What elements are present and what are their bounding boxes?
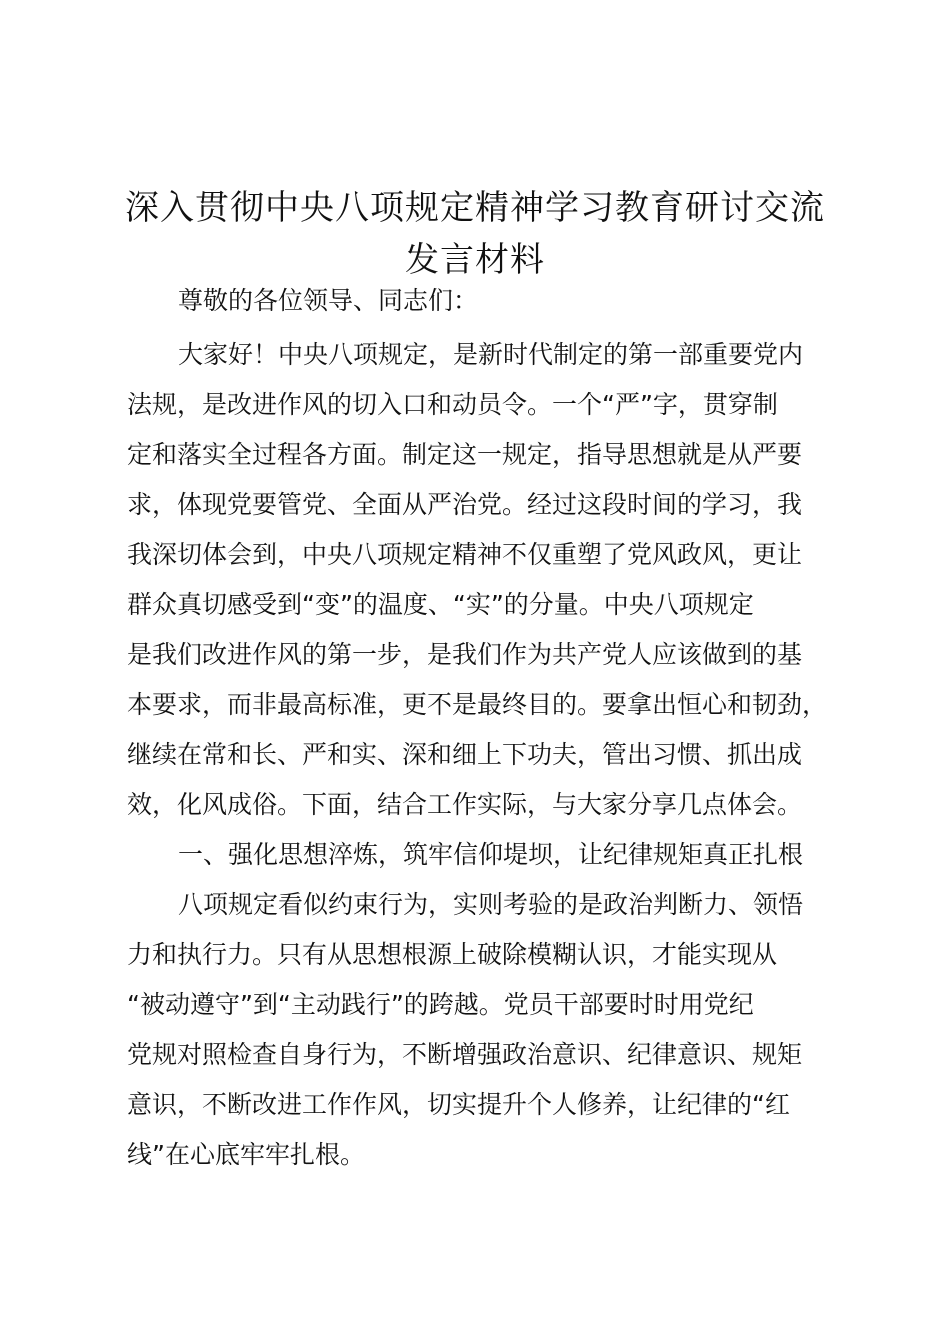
body-line: 我深切体会到，中央八项规定精神不仅重塑了党风政风，更让	[127, 540, 803, 569]
body-line: 法规，是改进作风的切入口和动员令。一个“严”字，贯穿制	[127, 390, 778, 419]
body-line: 群众真切感受到“变”的温度、“实”的分量。中央八项规定	[127, 590, 754, 619]
body-line: “被动遵守”到“主动践行”的跨越。党员干部要时时用党纪	[127, 990, 754, 1019]
body-line: 线”在心底牢牢扎根。	[127, 1140, 365, 1169]
body-line: 定和落实全过程各方面。制定这一规定，指导思想就是从严要	[127, 440, 803, 469]
body-line: 大家好！中央八项规定，是新时代制定的第一部重要党内	[178, 340, 804, 369]
document-title	[100, 182, 850, 286]
section-heading: 一、强化思想淬炼，筑牢信仰堤坝，让纪律规矩真正扎根	[178, 840, 804, 869]
body-line: 效，化风成俗。下面，结合工作实际，与大家分享几点体会。	[127, 790, 803, 819]
title-line-2: 发言材料	[405, 240, 545, 280]
body-line: 是我们改进作风的第一步，是我们作为共产党人应该做到的基	[127, 640, 803, 669]
body-line: 力和执行力。只有从思想根源上破除模糊认识，才能实现从	[127, 940, 778, 969]
body-line: 八项规定看似约束行为，实则考验的是政治判断力、领悟	[178, 890, 804, 919]
body-line: 求，体现党要管党、全面从严治党。经过这段时间的学习，我	[127, 490, 803, 519]
body-line: 意识，不断改进工作作风，切实提升个人修养，让纪律的“红	[127, 1090, 790, 1119]
body-line: 继续在常和长、严和实、深和细上下功夫，管出习惯、抓出成	[127, 740, 803, 769]
body-line: 本要求，而非最高标准，更不是最终目的。要拿出恒心和韧劲，	[127, 690, 828, 719]
salutation: 尊敬的各位领导、同志们：	[178, 286, 479, 315]
title-line-1: 深入贯彻中央八项规定精神学习教育研讨交流	[125, 188, 825, 228]
body-line: 党规对照检查自身行为，不断增强政治意识、纪律意识、规矩	[127, 1040, 803, 1069]
